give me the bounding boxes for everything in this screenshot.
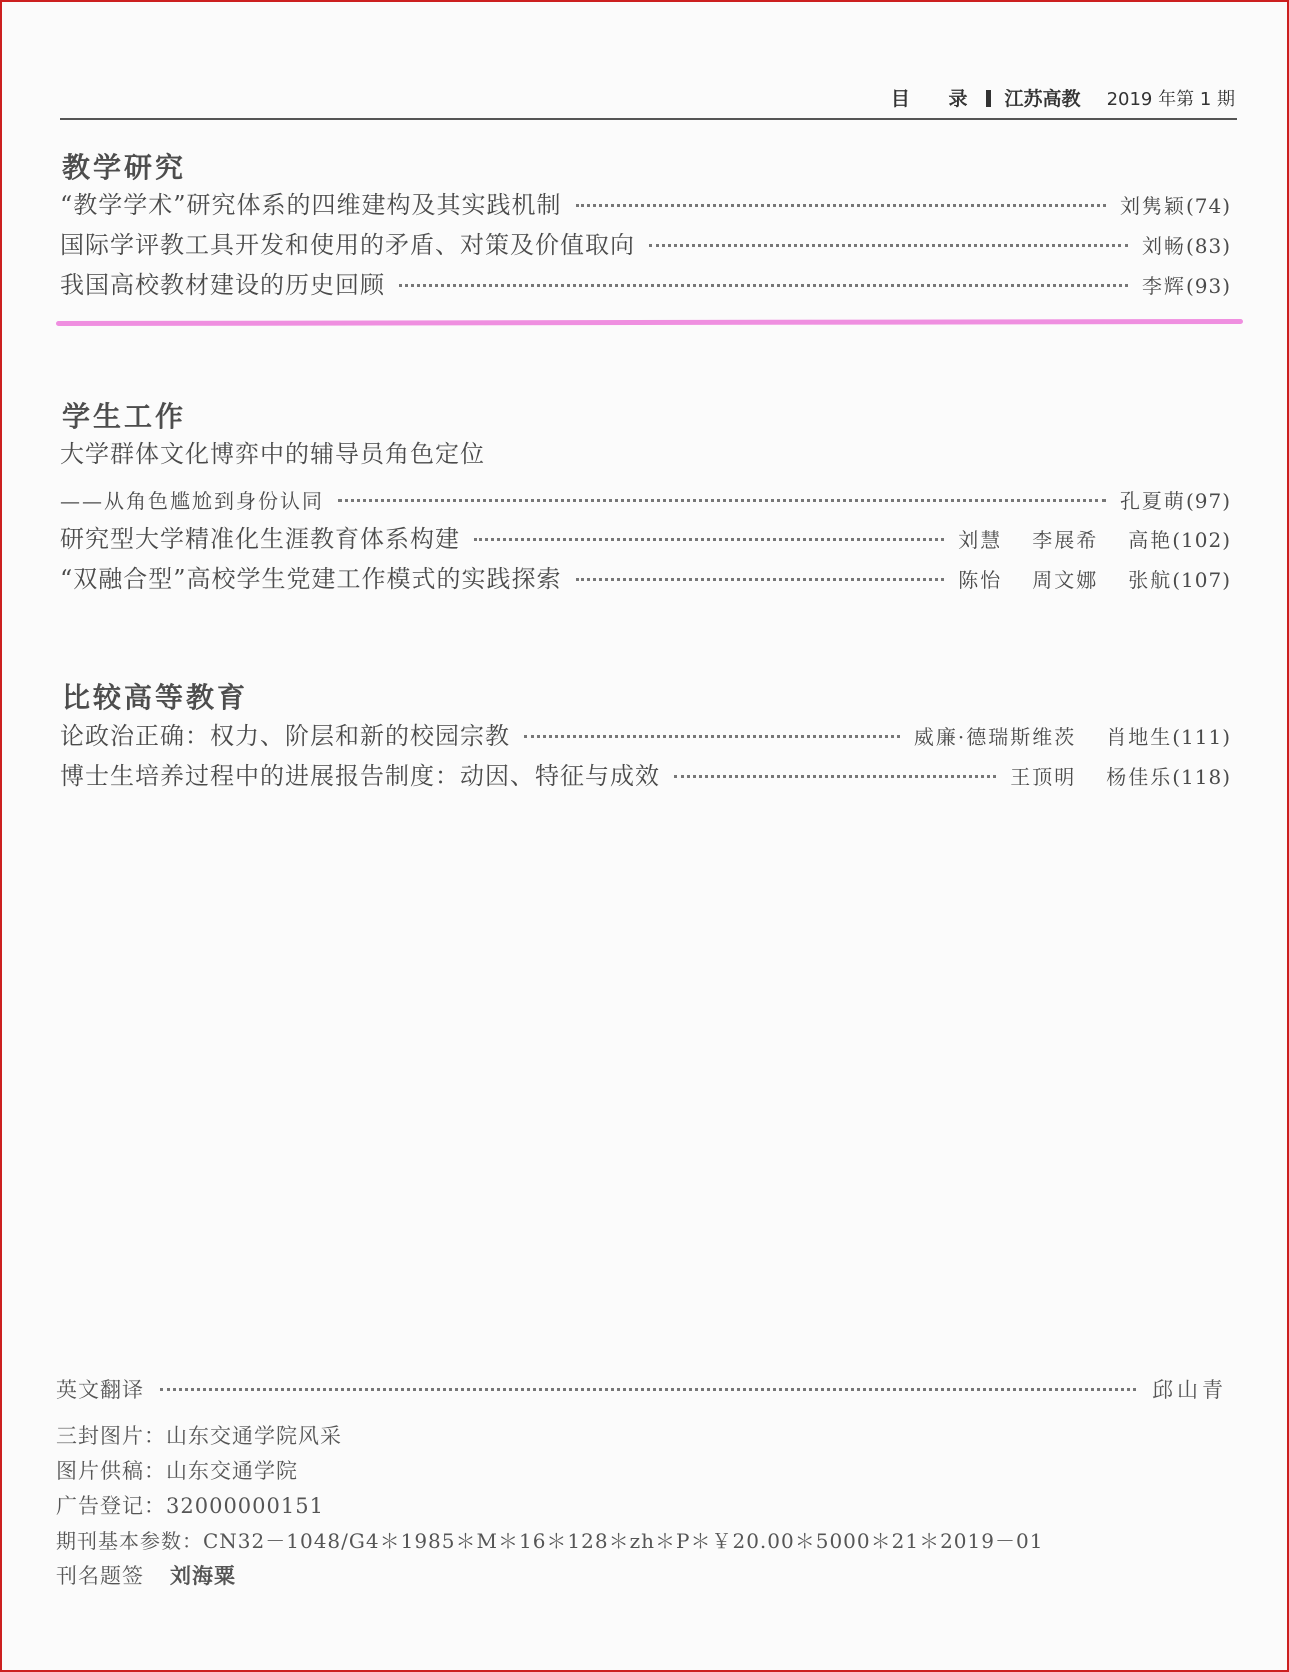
leader-dots (338, 499, 1106, 502)
section-title-teaching-research: 教学研究 (62, 151, 187, 184)
toc-entry[interactable] (60, 270, 1231, 301)
toc-entry[interactable] (60, 564, 1231, 595)
translation-label: 英文翻译 (56, 1378, 144, 1402)
leader-dots (576, 204, 1106, 207)
entry-authors (1142, 271, 1186, 301)
toc-entry[interactable] (60, 230, 1231, 261)
header-rule (60, 118, 1237, 120)
entry-author: 威廉·德瑞斯维茨 (913, 725, 1077, 749)
toc-entry-subtitle-row[interactable] (60, 486, 1231, 516)
entry-author: 高艳 (1128, 528, 1173, 552)
image-source-note: 图片供稿：山东交通学院 (56, 1459, 298, 1483)
entry-authors (1010, 762, 1172, 792)
toc-entry[interactable] (60, 439, 1231, 469)
leader-dots (399, 284, 1128, 287)
entry-title: 我国高校教材建设的历史回顾 (60, 271, 385, 299)
entry-author: 杨佳乐 (1106, 765, 1173, 789)
leader-dots (576, 578, 945, 581)
entry-page: (111) (1172, 725, 1231, 749)
entry-page: (83) (1185, 234, 1231, 258)
entry-title: 国际学评教工具开发和使用的矛盾、对策及价值取向 (60, 231, 635, 259)
entry-title: 博士生培养过程中的进展报告制度：动因、特征与成效 (60, 762, 660, 790)
entry-authors (1120, 486, 1186, 516)
leader-dots (649, 244, 1128, 247)
cover-image-note: 三封图片：山东交通学院风采 (56, 1424, 342, 1448)
entry-authors (958, 565, 1172, 595)
leader-dots (474, 538, 944, 541)
entry-author: 周文娜 (1032, 568, 1099, 592)
translator-name: 邱山青 (1152, 1378, 1227, 1402)
entry-page: (118) (1172, 765, 1231, 789)
entry-authors (958, 525, 1172, 555)
translation-row (56, 1374, 1227, 1404)
header-separator (986, 90, 991, 107)
entry-authors (1120, 191, 1186, 221)
journal-parameters: 期刊基本参数：CN32－1048/G4＊1985＊M＊16＊128＊zh＊P＊￥20.00＊5000＊21＊2019－01 (56, 1529, 1044, 1553)
ad-registration-note: 广告登记：32000000151 (56, 1494, 324, 1518)
entry-title: 论政治正确：权力、阶层和新的校园宗教 (60, 722, 510, 750)
title-calligraphy-label: 刊名题签 (56, 1564, 144, 1588)
entry-title: “教学学术”研究体系的四维建构及其实践机制 (60, 191, 562, 219)
entry-page: (74) (1185, 194, 1231, 218)
entry-author: 李辉 (1141, 274, 1186, 298)
entry-author: 刘畅 (1141, 234, 1186, 258)
title-calligraphy-note (56, 1560, 236, 1590)
entry-author: 肖地生 (1106, 725, 1173, 749)
entry-page: (107) (1172, 568, 1231, 592)
journal-name: 江苏高教 (1004, 88, 1081, 110)
highlight-underline (56, 319, 1243, 326)
entry-author: 刘隽颖 (1119, 194, 1186, 218)
issue-label: 2019 年第 1 期 (1106, 89, 1235, 110)
entry-page: (102) (1172, 528, 1231, 552)
entry-author: 刘慧 (958, 528, 1003, 552)
entry-title: 研究型大学精准化生涯教育体系构建 (60, 525, 460, 553)
section-title-comparative-higher-education: 比较高等教育 (62, 681, 249, 714)
leader-dots (160, 1388, 1136, 1391)
entry-author: 张航 (1128, 568, 1173, 592)
page-header (891, 84, 1235, 111)
toc-entry[interactable] (60, 761, 1231, 792)
entry-authors (914, 722, 1172, 752)
entry-page: (97) (1185, 489, 1231, 513)
toc-entry[interactable] (60, 190, 1231, 221)
entry-authors (1142, 231, 1186, 261)
toc-entry[interactable] (60, 721, 1231, 752)
entry-author: 孔夏萌 (1119, 489, 1186, 513)
entry-title: “双融合型”高校学生党建工作模式的实践探索 (60, 565, 562, 593)
title-calligraphy-by: 刘海粟 (170, 1563, 236, 1588)
entry-page: (93) (1185, 274, 1231, 298)
section-title-student-work: 学生工作 (62, 400, 187, 433)
toc-label: 目 录 (890, 88, 984, 110)
leader-dots (524, 735, 900, 738)
entry-author: 陈怡 (958, 568, 1003, 592)
entry-title: 大学群体文化博弈中的辅导员角色定位 (60, 440, 485, 468)
entry-author: 李展希 (1032, 528, 1099, 552)
entry-author: 王顶明 (1010, 765, 1077, 789)
entry-subtitle: ——从角色尴尬到身份认同 (60, 489, 324, 513)
leader-dots (674, 775, 996, 778)
toc-entry[interactable] (60, 524, 1231, 555)
